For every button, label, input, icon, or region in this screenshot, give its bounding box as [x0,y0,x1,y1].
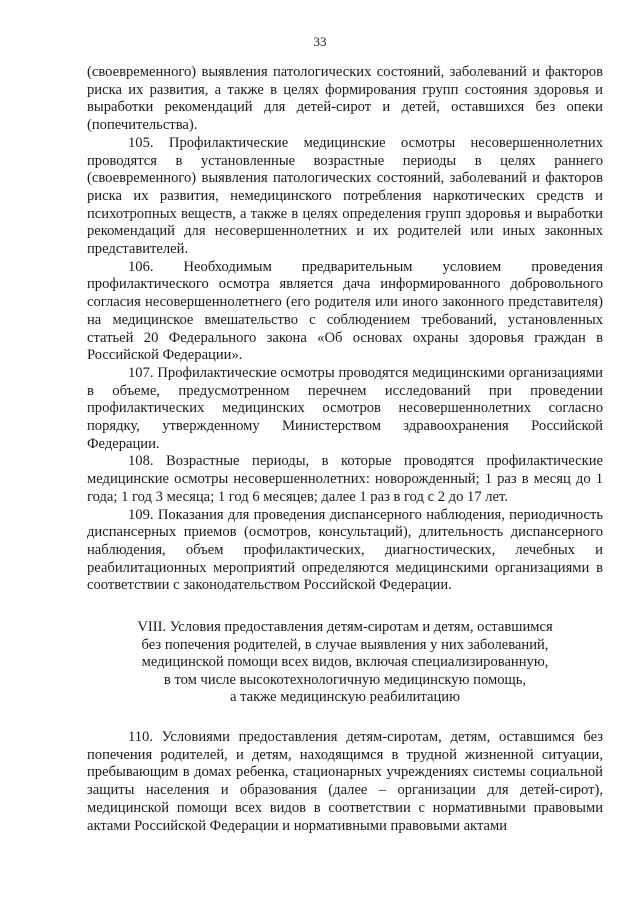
section-heading-line: в том числе высокотехнологичную медицинскую помощь, [163,671,527,688]
paragraph-107: 107. Профилактические осмотры проводятся медицинскими организациями в объеме, предусмотренном перечнем исследований при проведении профилактических медицинских осмотров несовершеннолетних согласно порядку, утвержденному Министерством здравоохранения Российской Федерации. [87,364,603,452]
paragraph-109: 109. Показания для проведения диспансерного наблюдения, периодичность диспансерных приемов (осмотров, консультаций), длительность диспансерного наблюдения, объем профилактических, диагностических, лечебных и реабилитационных мероприятий определяются медицинскими организациями в соответствии с законодательством Российской Федерации. [87,506,603,594]
paragraph-continuation: (своевременного) выявления патологических состояний, заболеваний и факторов риска их развития, а также в целях формирования групп состояния здоровья и выработки рекомендаций для детей-сирот и детей, оставшихся без опеки (попечительства). [87,64,603,134]
document-body [87,64,603,835]
paragraph-108: 108. Возрастные периоды, в которые проводятся профилактические медицинские осмотры несовершеннолетних: новорожденный; 1 раз в месяц до 1 года; 1 год 3 месяца; 1 год 6 месяцев; далее 1 раз в год с 2 до 17 лет. [87,453,603,505]
section-heading-line: VIII. Условия предоставления детям-сиротам и детям, оставшимся [137,619,553,636]
page-number: 33 [313,34,327,49]
section-heading-line: без попечения родителей, в случае выявления у них заболеваний, [141,636,549,653]
section-heading-line: а также медицинскую реабилитацию [230,689,460,706]
section-heading-line: медицинской помощи всех видов, включая специализированную, [141,654,549,671]
paragraph-105: 105. Профилактические медицинские осмотры несовершеннолетних проводятся в установленные возрастные периоды в целях раннего (своевременного) выявления патологических состояний, заболеваний и факторов риска их развития, немедицинского потребления наркотических средств и психотропных веществ, а также в целях определения групп здоровья и выработки рекомендаций для несовершеннолетних и их родителей или иных законных представителей. [87,134,603,258]
section-heading-viii [87,619,603,707]
paragraph-110: 110. Условиями предоставления детям-сиротам, детям, оставшимся без попечения родителей, и детям, находящимся в трудной жизненной ситуации, пребывающим в домах ребенка, стационарных учреждениях системы социальной защиты населения и образования (далее – организации для детей-сирот), медицинской помощи всех видов в соответствии с нормативными правовыми актами Российской Федерации и нормативными правовыми актами [87,729,603,834]
paragraph-106: 106. Необходимым предварительным условием проведения профилактического осмотра является дача информированного добровольного согласия несовершеннолетнего (его родителя или иного законного представителя) на медицинское вмешательство с соблюдением требований, установленных статьей 20 Федерального закона «Об основах охраны здоровья граждан в Российской Федерации». [87,258,603,364]
